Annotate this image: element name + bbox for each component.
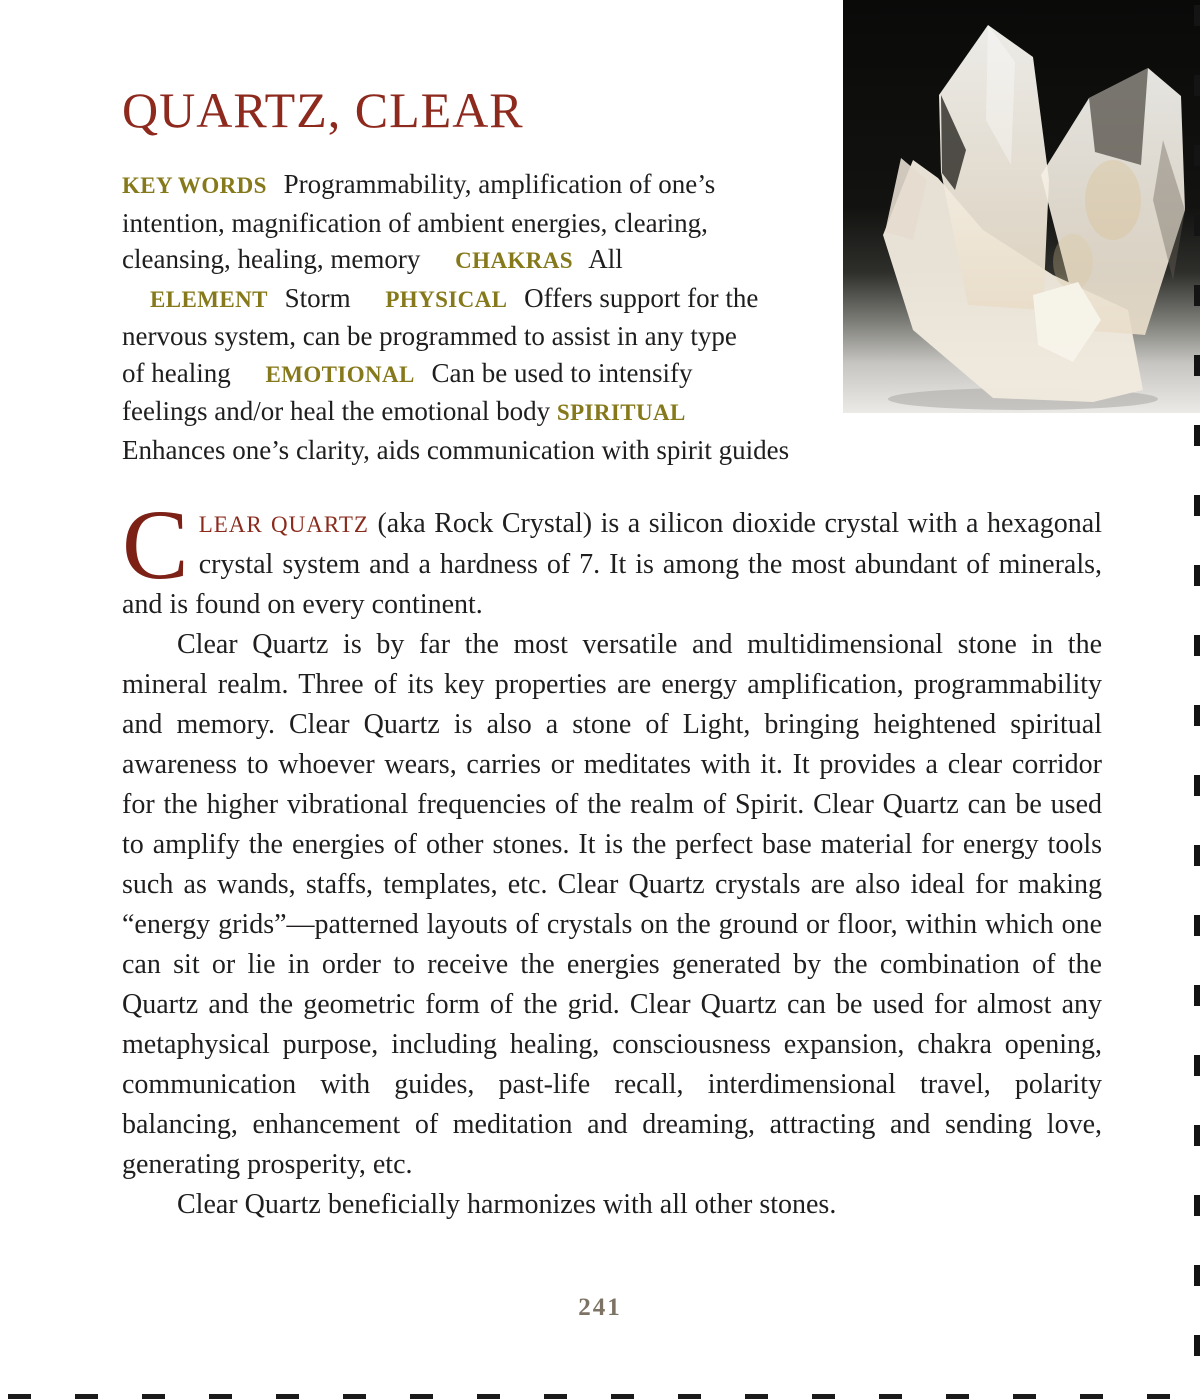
paragraph-lead <box>122 489 1103 625</box>
physical-text: Offers support for the nervous system, can be programmed to assist in any type of healing <box>122 282 759 388</box>
element-label: ELEMENT <box>150 286 268 312</box>
spiritual-text: Enhances one’s clarity, aids communication with spirit guides <box>122 434 790 465</box>
spiritual-label: SPIRITUAL <box>556 400 686 425</box>
chakras-label: CHAKRAS <box>455 248 573 273</box>
drop-cap: C <box>122 489 189 600</box>
paragraph-lead-text: (aka Rock Crystal) is a silicon dioxide crystal with a hexagonal crystal system and a hardness of 7. It is among the most abundant of minerals, and is found on every continent. <box>122 508 1103 620</box>
properties-block <box>122 166 1102 468</box>
page-edge-tick-marks <box>1194 0 1200 1400</box>
text-column <box>122 0 1102 1225</box>
page-edge-dashes <box>0 1394 1200 1399</box>
paragraph-harmony: Clear Quartz beneficially harmonizes with all other stones. <box>177 1189 837 1220</box>
emotional-text: Can be used to intensify feelings and/or heal the emotional body <box>122 357 693 426</box>
key-words-label: KEY WORDS <box>122 173 267 198</box>
paragraph-main: Clear Quartz is by far the most versatile and multidimensional stone in the mineral realm. Three of its key properties are energy amplification, programmability and memory. Clear Quartz is also a stone of Light, bringing heightened spiritual awareness to whoever wears, carries or meditates with it. It provides a clear corridor for the higher vibrational frequencies of the realm of Spirit. Clear Quartz can be used to amplify the energies of other stones. It is the perfect base material for energy tools such as wands, staffs, templates, etc. Clear Quartz crystals are also ideal for making “energy grids”—patterned layouts of crystals on the ground or floor, within which one can sit or lie in order to receive the energies generated by the combination of the Quartz and the geometric form of the grid. Clear Quartz can be used for almost any metaphysical purpose, including healing, consciousness expansion, chakra opening, communication with guides, past-life recall, interdimensional travel, polarity balancing, enhancement of meditation and dreaming, attracting and sending love, generating prosperity, etc. <box>122 629 1102 1180</box>
page-number: 241 <box>578 1294 622 1321</box>
physical-label: PHYSICAL <box>385 286 508 312</box>
emotional-label: EMOTIONAL <box>265 361 415 387</box>
page-title: QUARTZ, CLEAR <box>122 82 524 138</box>
element-text: Storm <box>284 282 351 313</box>
article-body <box>122 489 1103 1225</box>
chakras-text: All <box>588 244 623 274</box>
photo-wrap-spacer <box>762 166 1102 406</box>
key-words-text: Programmability, amplification of one’s intention, magnification of ambient energies, clearing, cleansing, healing, memory <box>122 169 716 274</box>
lead-small-caps: LEAR QUARTZ <box>198 512 369 537</box>
